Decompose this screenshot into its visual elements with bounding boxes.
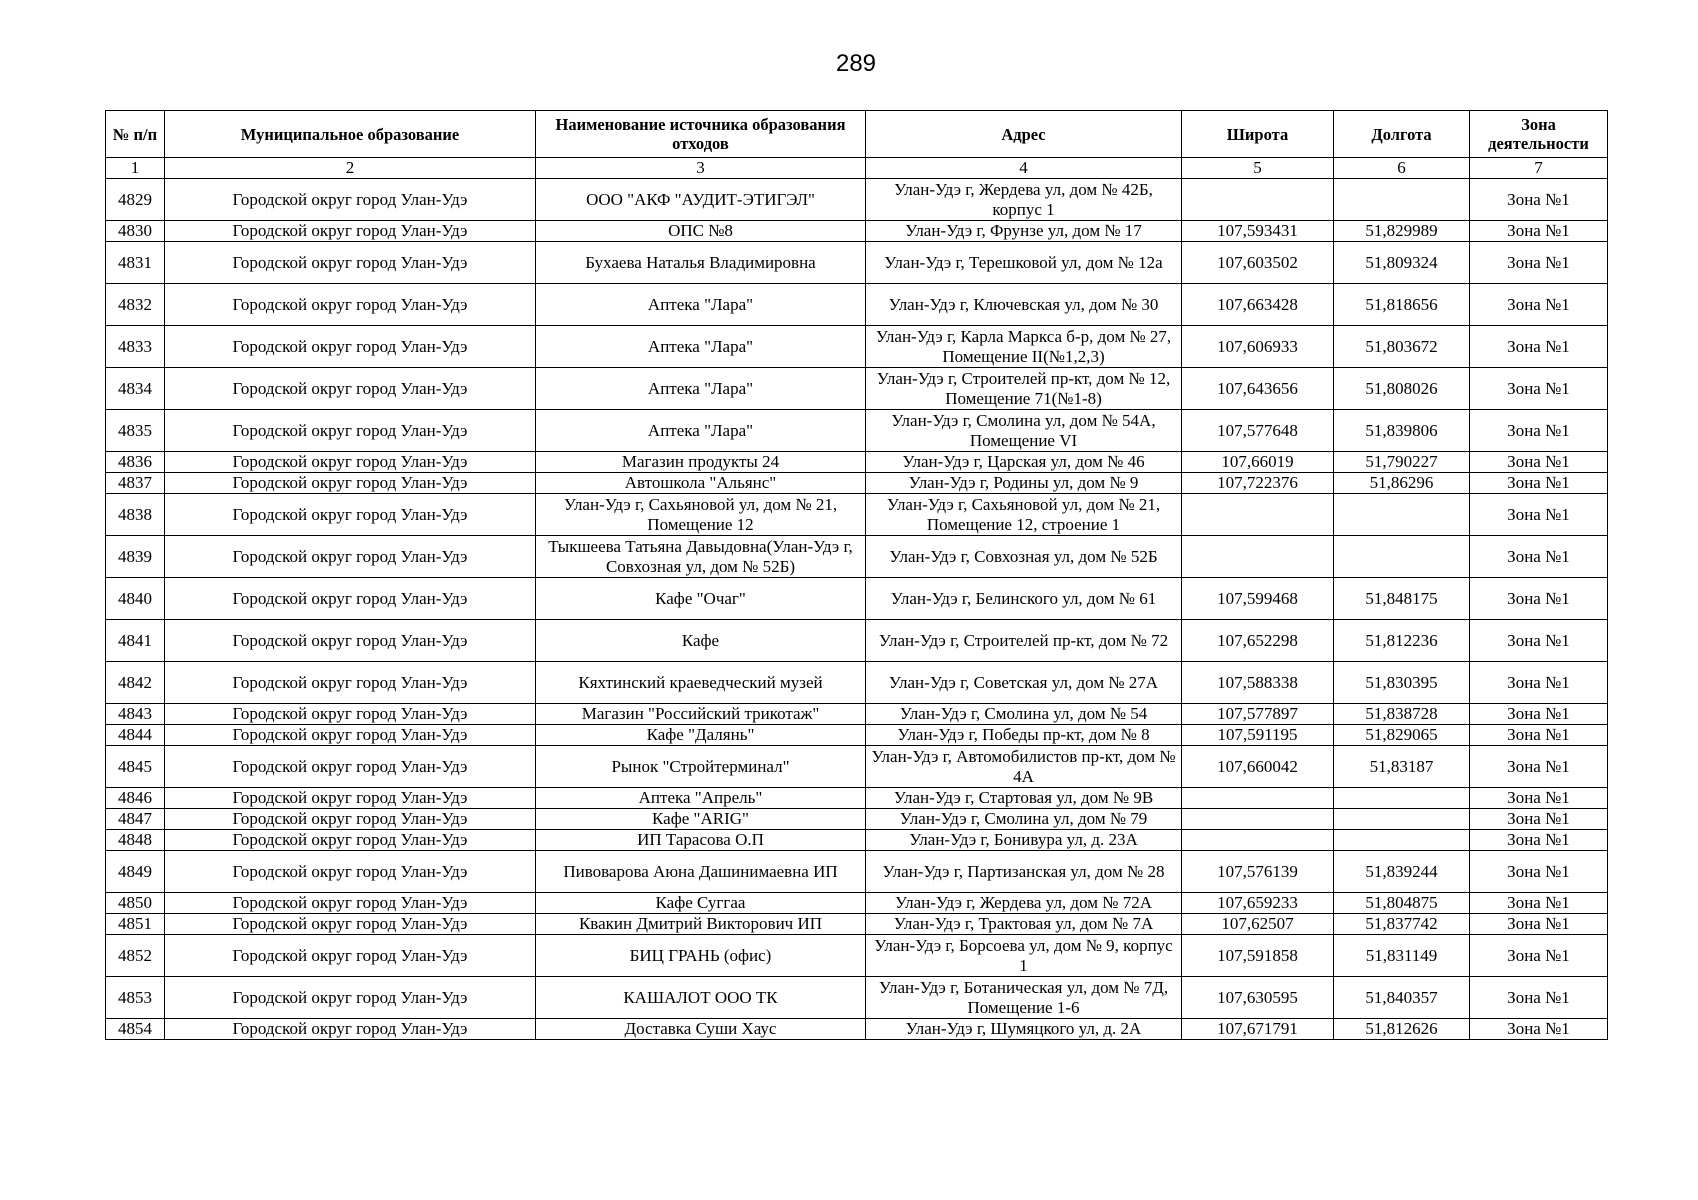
table-row [106,830,1608,851]
row-number-cell: 4837 [106,473,165,494]
latitude-cell: 107,576139 [1182,851,1334,893]
zone-cell: Зона №1 [1470,935,1608,977]
longitude-cell: 51,839806 [1334,410,1470,452]
zone-cell: Зона №1 [1470,179,1608,221]
column-number: 4 [866,158,1182,179]
source-name-cell: Улан-Удэ г, Сахьяновой ул, дом № 21, Помещение 12 [536,494,866,536]
address-cell: Улан-Удэ г, Партизанская ул, дом № 28 [866,851,1182,893]
zone-cell: Зона №1 [1470,326,1608,368]
address-cell: Улан-Удэ г, Царская ул, дом № 46 [866,452,1182,473]
latitude-cell [1182,809,1334,830]
longitude-cell: 51,804875 [1334,893,1470,914]
table-row [106,851,1608,893]
municipality-cell: Городской округ город Улан-Удэ [165,242,536,284]
address-cell: Улан-Удэ г, Трактовая ул, дом № 7А [866,914,1182,935]
address-cell: Улан-Удэ г, Совхозная ул, дом № 52Б [866,536,1182,578]
zone-cell: Зона №1 [1470,221,1608,242]
table-row [106,536,1608,578]
row-number-cell: 4839 [106,536,165,578]
address-cell: Улан-Удэ г, Смолина ул, дом № 79 [866,809,1182,830]
address-cell: Улан-Удэ г, Карла Маркса б-р, дом № 27, Помещение II(№1,2,3) [866,326,1182,368]
longitude-cell: 51,837742 [1334,914,1470,935]
column-header: Широта [1182,111,1334,158]
address-cell: Улан-Удэ г, Автомобилистов пр-кт, дом № 4А [866,746,1182,788]
municipality-cell: Городской округ город Улан-Удэ [165,830,536,851]
source-name-cell: Кафе "ARIG" [536,809,866,830]
zone-cell: Зона №1 [1470,536,1608,578]
table-row [106,977,1608,1019]
municipality-cell: Городской округ город Улан-Удэ [165,494,536,536]
table-row [106,746,1608,788]
address-cell: Улан-Удэ г, Смолина ул, дом № 54 [866,704,1182,725]
table-row [106,221,1608,242]
longitude-cell: 51,848175 [1334,578,1470,620]
column-number: 1 [106,158,165,179]
table-row [106,914,1608,935]
address-cell: Улан-Удэ г, Жердева ул, дом № 72А [866,893,1182,914]
longitude-cell: 51,809324 [1334,242,1470,284]
row-number-cell: 4833 [106,326,165,368]
municipality-cell: Городской округ город Улан-Удэ [165,284,536,326]
zone-cell: Зона №1 [1470,242,1608,284]
longitude-cell [1334,494,1470,536]
longitude-cell [1334,809,1470,830]
zone-cell: Зона №1 [1470,620,1608,662]
municipality-cell: Городской округ город Улан-Удэ [165,1019,536,1040]
address-cell: Улан-Удэ г, Терешковой ул, дом № 12а [866,242,1182,284]
row-number-cell: 4841 [106,620,165,662]
column-header: Адрес [866,111,1182,158]
row-number-cell: 4852 [106,935,165,977]
table-row [106,1019,1608,1040]
source-name-cell: Автошкола "Альянс" [536,473,866,494]
column-header: Наименование источника образования отходов [536,111,866,158]
latitude-cell: 107,659233 [1182,893,1334,914]
zone-cell: Зона №1 [1470,473,1608,494]
longitude-cell: 51,808026 [1334,368,1470,410]
address-cell: Улан-Удэ г, Борсоева ул, дом № 9, корпус 1 [866,935,1182,977]
longitude-cell: 51,829989 [1334,221,1470,242]
longitude-cell [1334,830,1470,851]
table-row [106,452,1608,473]
row-number-cell: 4843 [106,704,165,725]
longitude-cell: 51,803672 [1334,326,1470,368]
row-number-cell: 4847 [106,809,165,830]
column-number-row [106,158,1608,179]
latitude-cell: 107,606933 [1182,326,1334,368]
table-row [106,326,1608,368]
table-body [106,179,1608,1040]
column-header: Зона деятельности [1470,111,1608,158]
municipality-cell: Городской округ город Улан-Удэ [165,221,536,242]
row-number-cell: 4846 [106,788,165,809]
source-name-cell: Рынок "Стройтерминал" [536,746,866,788]
address-cell: Улан-Удэ г, Жердева ул, дом № 42Б, корпус 1 [866,179,1182,221]
longitude-cell: 51,829065 [1334,725,1470,746]
municipality-cell: Городской округ город Улан-Удэ [165,368,536,410]
municipality-cell: Городской округ город Улан-Удэ [165,725,536,746]
municipality-cell: Городской округ город Улан-Удэ [165,851,536,893]
column-number: 5 [1182,158,1334,179]
table-row [106,578,1608,620]
column-number: 2 [165,158,536,179]
source-name-cell: КАШАЛОТ ООО ТК [536,977,866,1019]
address-cell: Улан-Удэ г, Строителей пр-кт, дом № 72 [866,620,1182,662]
municipality-cell: Городской округ город Улан-Удэ [165,809,536,830]
latitude-cell: 107,593431 [1182,221,1334,242]
municipality-cell: Городской округ город Улан-Удэ [165,893,536,914]
latitude-cell: 107,722376 [1182,473,1334,494]
zone-cell: Зона №1 [1470,977,1608,1019]
row-number-cell: 4850 [106,893,165,914]
column-number: 6 [1334,158,1470,179]
municipality-cell: Городской округ город Улан-Удэ [165,536,536,578]
row-number-cell: 4851 [106,914,165,935]
table-row [106,935,1608,977]
row-number-cell: 4831 [106,242,165,284]
row-number-cell: 4832 [106,284,165,326]
row-number-cell: 4848 [106,830,165,851]
longitude-cell [1334,788,1470,809]
source-name-cell: Магазин продукты 24 [536,452,866,473]
zone-cell: Зона №1 [1470,284,1608,326]
zone-cell: Зона №1 [1470,725,1608,746]
column-header: № п/п [106,111,165,158]
zone-cell: Зона №1 [1470,410,1608,452]
source-name-cell: ОПС №8 [536,221,866,242]
municipality-cell: Городской округ город Улан-Удэ [165,977,536,1019]
longitude-cell: 51,83187 [1334,746,1470,788]
row-number-cell: 4845 [106,746,165,788]
source-name-cell: Пивоварова Аюна Дашинимаевна ИП [536,851,866,893]
latitude-cell: 107,599468 [1182,578,1334,620]
longitude-cell: 51,86296 [1334,473,1470,494]
source-name-cell: Кяхтинский краеведческий музей [536,662,866,704]
zone-cell: Зона №1 [1470,809,1608,830]
latitude-cell [1182,179,1334,221]
address-cell: Улан-Удэ г, Советская ул, дом № 27А [866,662,1182,704]
table-row [106,725,1608,746]
row-number-cell: 4840 [106,578,165,620]
address-cell: Улан-Удэ г, Победы пр-кт, дом № 8 [866,725,1182,746]
longitude-cell: 51,831149 [1334,935,1470,977]
longitude-cell [1334,179,1470,221]
latitude-cell: 107,671791 [1182,1019,1334,1040]
source-name-cell: Кафе Суггаа [536,893,866,914]
page-number: 289 [835,50,877,77]
municipality-cell: Городской округ город Улан-Удэ [165,452,536,473]
address-cell: Улан-Удэ г, Шумяцкого ул, д. 2А [866,1019,1182,1040]
longitude-cell: 51,818656 [1334,284,1470,326]
municipality-cell: Городской округ город Улан-Удэ [165,179,536,221]
row-number-cell: 4834 [106,368,165,410]
row-number-cell: 4830 [106,221,165,242]
zone-cell: Зона №1 [1470,788,1608,809]
longitude-cell: 51,812236 [1334,620,1470,662]
longitude-cell: 51,830395 [1334,662,1470,704]
latitude-cell: 107,591195 [1182,725,1334,746]
source-name-cell: Магазин "Российский трикотаж" [536,704,866,725]
table-row [106,242,1608,284]
table-row [106,893,1608,914]
zone-cell: Зона №1 [1470,893,1608,914]
municipality-cell: Городской округ город Улан-Удэ [165,410,536,452]
latitude-cell [1182,536,1334,578]
longitude-cell: 51,839244 [1334,851,1470,893]
row-number-cell: 4854 [106,1019,165,1040]
address-cell: Улан-Удэ г, Родины ул, дом № 9 [866,473,1182,494]
row-number-cell: 4835 [106,410,165,452]
municipality-cell: Городской округ город Улан-Удэ [165,620,536,662]
latitude-cell: 107,643656 [1182,368,1334,410]
zone-cell: Зона №1 [1470,578,1608,620]
row-number-cell: 4849 [106,851,165,893]
zone-cell: Зона №1 [1470,1019,1608,1040]
source-name-cell: БИЦ ГРАНЬ (офис) [536,935,866,977]
longitude-cell: 51,840357 [1334,977,1470,1019]
table-row [106,788,1608,809]
zone-cell: Зона №1 [1470,746,1608,788]
latitude-cell: 107,66019 [1182,452,1334,473]
zone-cell: Зона №1 [1470,914,1608,935]
row-number-cell: 4853 [106,977,165,1019]
table-row [106,284,1608,326]
zone-cell: Зона №1 [1470,662,1608,704]
source-name-cell: ИП Тарасова О.П [536,830,866,851]
address-cell: Улан-Удэ г, Бонивура ул, д. 23А [866,830,1182,851]
column-header: Долгота [1334,111,1470,158]
source-name-cell: Аптека "Лара" [536,410,866,452]
zone-cell: Зона №1 [1470,830,1608,851]
zone-cell: Зона №1 [1470,851,1608,893]
address-cell: Улан-Удэ г, Стартовая ул, дом № 9В [866,788,1182,809]
zone-cell: Зона №1 [1470,368,1608,410]
table-row [106,179,1608,221]
address-cell: Улан-Удэ г, Ботаническая ул, дом № 7Д, Помещение 1-6 [866,977,1182,1019]
latitude-cell: 107,588338 [1182,662,1334,704]
zone-cell: Зона №1 [1470,494,1608,536]
table-row [106,620,1608,662]
latitude-cell: 107,652298 [1182,620,1334,662]
latitude-cell [1182,830,1334,851]
table-row [106,494,1608,536]
source-name-cell: Кафе "Очаг" [536,578,866,620]
source-name-cell: Бухаева Наталья Владимировна [536,242,866,284]
source-name-cell: Аптека "Лара" [536,326,866,368]
latitude-cell [1182,494,1334,536]
address-cell: Улан-Удэ г, Строителей пр-кт, дом № 12, Помещение 71(№1-8) [866,368,1182,410]
source-name-cell: ООО "АКФ "АУДИТ-ЭТИГЭЛ" [536,179,866,221]
municipality-cell: Городской округ город Улан-Удэ [165,914,536,935]
table-row [106,410,1608,452]
municipality-cell: Городской округ город Улан-Удэ [165,326,536,368]
latitude-cell: 107,630595 [1182,977,1334,1019]
longitude-cell: 51,790227 [1334,452,1470,473]
address-cell: Улан-Удэ г, Фрунзе ул, дом № 17 [866,221,1182,242]
source-name-cell: Аптека "Апрель" [536,788,866,809]
row-number-cell: 4836 [106,452,165,473]
latitude-cell: 107,577897 [1182,704,1334,725]
zone-cell: Зона №1 [1470,452,1608,473]
table-row [106,473,1608,494]
latitude-cell: 107,591858 [1182,935,1334,977]
municipality-cell: Городской округ город Улан-Удэ [165,704,536,725]
source-name-cell: Аптека "Лара" [536,284,866,326]
zone-cell: Зона №1 [1470,704,1608,725]
source-name-cell: Квакин Дмитрий Викторович ИП [536,914,866,935]
municipality-cell: Городской округ город Улан-Удэ [165,578,536,620]
municipality-cell: Городской округ город Улан-Удэ [165,662,536,704]
source-name-cell: Кафе "Далянь" [536,725,866,746]
table-row [106,662,1608,704]
row-number-cell: 4844 [106,725,165,746]
longitude-cell: 51,812626 [1334,1019,1470,1040]
source-name-cell: Аптека "Лара" [536,368,866,410]
latitude-cell: 107,62507 [1182,914,1334,935]
address-cell: Улан-Удэ г, Смолина ул, дом № 54А, Помещение VI [866,410,1182,452]
latitude-cell [1182,788,1334,809]
address-cell: Улан-Удэ г, Белинского ул, дом № 61 [866,578,1182,620]
table-row [106,704,1608,725]
waste-sources-table [105,110,1608,1040]
source-name-cell: Тыкшеева Татьяна Давыдовна(Улан-Удэ г, Совхозная ул, дом № 52Б) [536,536,866,578]
municipality-cell: Городской округ город Улан-Удэ [165,746,536,788]
latitude-cell: 107,603502 [1182,242,1334,284]
table-row [106,809,1608,830]
source-name-cell: Кафе [536,620,866,662]
row-number-cell: 4829 [106,179,165,221]
latitude-cell: 107,663428 [1182,284,1334,326]
latitude-cell: 107,660042 [1182,746,1334,788]
municipality-cell: Городской округ город Улан-Удэ [165,788,536,809]
header-row [106,111,1608,158]
row-number-cell: 4842 [106,662,165,704]
source-name-cell: Доставка Суши Хаус [536,1019,866,1040]
column-number: 3 [536,158,866,179]
address-cell: Улан-Удэ г, Ключевская ул, дом № 30 [866,284,1182,326]
column-header: Муниципальное образование [165,111,536,158]
municipality-cell: Городской округ город Улан-Удэ [165,473,536,494]
municipality-cell: Городской округ город Улан-Удэ [165,935,536,977]
column-number: 7 [1470,158,1608,179]
address-cell: Улан-Удэ г, Сахьяновой ул, дом № 21, Помещение 12, строение 1 [866,494,1182,536]
latitude-cell: 107,577648 [1182,410,1334,452]
row-number-cell: 4838 [106,494,165,536]
longitude-cell: 51,838728 [1334,704,1470,725]
table-row [106,368,1608,410]
longitude-cell [1334,536,1470,578]
